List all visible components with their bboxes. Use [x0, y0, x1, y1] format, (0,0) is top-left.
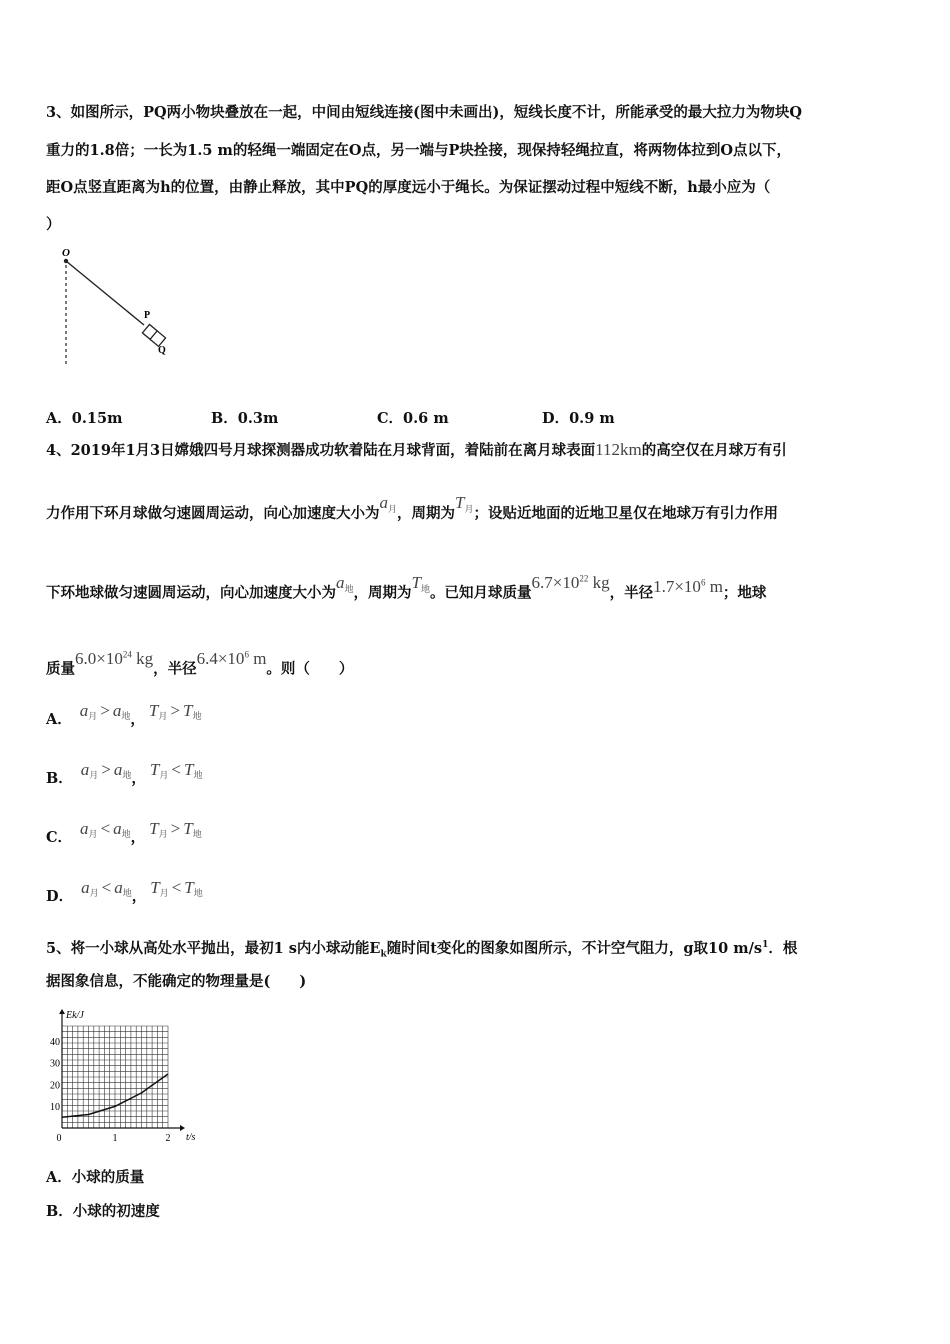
x-tick-label: 2	[165, 1133, 171, 1144]
x-tick-label: 0	[56, 1133, 62, 1144]
y-tick-label: 30	[50, 1058, 60, 1070]
q3-option-b[interactable]: B．0.3m	[211, 410, 279, 427]
rope	[66, 261, 144, 325]
ek-time-chart	[40, 1000, 210, 1148]
moon-mass: $6.7\times 10^{22}$ kg	[531, 572, 610, 592]
q3-line3: 距O点竖直距离为h的位置，由静止释放，其中PQ的厚度远小于绳长。为保证摆动过程中短线不断，h最小应为（	[46, 179, 771, 196]
q3-option-d[interactable]: D．0.9 m	[542, 410, 615, 427]
q3-option-a[interactable]: A．0.15m	[46, 410, 123, 427]
q5-line2: 据图象信息，不能确定的物理量是( )	[46, 973, 307, 990]
q4-option-b[interactable]: B． $a^月 > a^地$， $T^月 < T^地$	[46, 760, 203, 787]
q3-line2: 重力的1.8倍；一长为1.5 m的轻绳一端固定在O点，另一端与P块拴接，现保持轻绳拉直，将两物体拉到O点以下，	[46, 142, 792, 159]
x-axis-arrow	[180, 1125, 185, 1131]
q4-line3: 下环地球做匀速圆周运动，向心加速度大小为$a^地$，周期为$T^地$。已知月球质量$6.7\times 10^{22}$ kg，半径$1.7\times 10^6$ m；地球	[46, 572, 767, 602]
label-p: P	[144, 310, 151, 321]
q3-pendulum-figure	[56, 245, 186, 370]
q4-line1: 4、2019年1月3日嫦娥四号月球探测器成功软着陆在月球背面，着陆前在离月球表面112km的高空仅在月球万有引	[46, 440, 787, 459]
q3-line1: 3、如图所示，PQ两小物块叠放在一起，中间由短线连接(图中未画出)，短线长度不计，所能承受的最大拉力为物块Q	[46, 104, 802, 121]
q4-option-c[interactable]: C． $a^月 < a^地$， $T^月 > T^地$	[46, 819, 202, 846]
q3-option-c[interactable]: C．0.6 m	[377, 410, 449, 427]
label-o: O	[62, 247, 70, 259]
q5-line1: 5、将一小球从高处水平抛出，最初1 s内小球动能$E_k$随时间t变化的图象如图所示，不计空气阻力，g取10 $m/s^1$．根	[46, 939, 798, 960]
q3-line4: ）	[46, 216, 61, 233]
earth-mass: $6.0\times 10^{24}$ kg	[75, 648, 154, 668]
q4-option-d[interactable]: D． $a^月 < a^地$， $T^月 < T^地$	[46, 878, 203, 905]
x-tick-label: 1	[112, 1133, 118, 1144]
y-tick-label: 10	[50, 1101, 60, 1113]
q4-line2: 力作用下环月球做匀速圆周运动，向心加速度大小为$a^月$，周期为$T^月$；设贴近地面的近地卫星仅在地球万有引力作用	[46, 493, 778, 522]
y-tick-label: 20	[50, 1080, 60, 1092]
label-q: Q	[158, 345, 166, 356]
x-axis-label: t/s	[186, 1132, 196, 1143]
q5-option-a[interactable]: A．小球的质量	[46, 1169, 145, 1186]
moon-radius: $1.7\times 10^6$ m	[653, 576, 723, 596]
altitude-value: 112km	[595, 440, 642, 459]
q5-option-b[interactable]: B．小球的初速度	[46, 1203, 160, 1220]
y-tick-label: 40	[50, 1037, 60, 1049]
q4-option-a[interactable]: A． $a^月 > a^地$， $T^月 > T^地$	[46, 701, 202, 728]
q4-line4: 质量$6.0\times 10^{24}$ kg，半径$6.4\times 10^6$ m。则（ ）	[46, 648, 354, 678]
y-axis-label: Ek/J	[66, 1010, 84, 1021]
earth-radius: $6.4\times 10^6$ m	[196, 648, 267, 668]
y-axis-arrow	[59, 1009, 65, 1014]
